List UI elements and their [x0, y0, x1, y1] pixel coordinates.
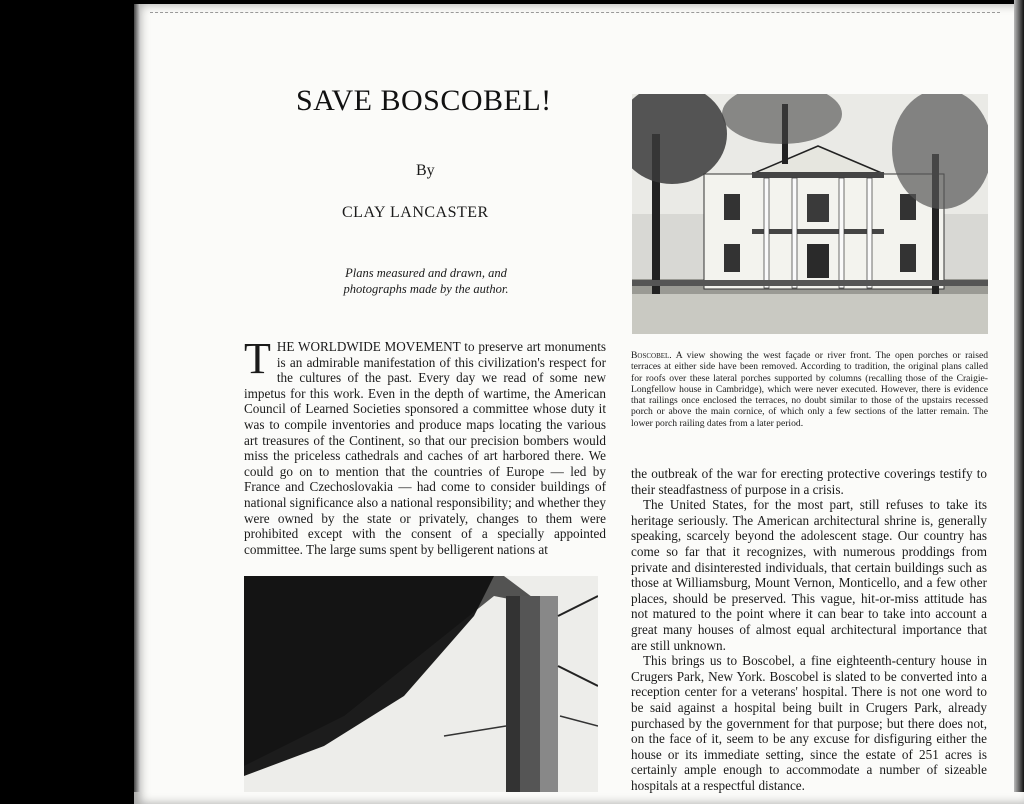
top-rule — [150, 12, 1000, 13]
body-column-right — [631, 466, 987, 793]
house-photo — [632, 94, 988, 334]
paragraph-3: This brings us to Boscobel, a fine eighteenth-century house in Crugers Park, New York. Boscobel is slated to be converted into a reception center for a veterans' hospital. There is not one word to be said against a hospital being built in Crugers Park, already purchased by the government for that purpose; but there does not, on the face of it, seem to be any excuse for disfiguring either the house or its immediate setting, since the estate of 251 acres is certainly ample enough to accommodate a number of sizeable hospitals at a respectful distance. — [631, 653, 987, 793]
book-gutter — [134, 4, 140, 792]
author-name: CLAY LANCASTER — [342, 204, 489, 221]
body-column-left — [244, 334, 606, 557]
column-photo — [244, 576, 598, 792]
caption-text: A view showing the west façade or river front. The open porches or raised terraces at either side have been removed. According to tradition, the original plans called for roofs over these lateral porches supported by columns (recalling those of the Craigie-Longfellow house in Cambridge), which were never executed. However, there is evidence that railings once enclosed the terraces, no doubt similar to those of the upstairs recessed porch or above the main cornice, of which only a few sections of the latter remain. The lower porch railing dates from a later period. — [631, 350, 988, 429]
paragraph-2: The United States, for the most part, still refuses to take its heritage seriously. The American architectural shrine is, generally speaking, scarcely beyond the adolescent stage. Our country has come so far that it recognizes, with numerous proddings from private and disinterested individuals, that certain buildings such as those at Williamsburg, Mount Vernon, Monticello, and a few other places, should be preserved. This vague, hit-or-miss attitude has not matured to the point where it can bear to take into account a great many houses of almost equal architectural importance that are still unknown. — [631, 497, 987, 653]
caption-lead: Boscobel. — [631, 350, 672, 361]
drop-cap: T — [244, 334, 271, 383]
paragraph-1: the outbreak of the war for erecting protective coverings testify to their steadfastness of purpose in a crisis. — [631, 466, 987, 497]
page-right-edge — [1014, 0, 1024, 792]
byline: By — [416, 162, 435, 179]
photo-caption — [631, 350, 988, 429]
photo-credit: Plans measured and drawn, and photographs made by the author. — [343, 266, 509, 296]
body-text-left: HE WORLDWIDE MOVEMENT to preserve art monuments is an admirable manifestation of this civilization's respect for the cultures of the past. Every day we read of some new impetus for this work. Even in the depth of wartime, the American Council of Learned Societies sponsored a committee whose duty it was to compile inventories and produce maps locating the various art treasures of the Continent, so that our precision bombers would miss the priceless cathedrals and caches of art harbored there. We could go on to mention that the countries of Europe — led by France and Czechoslovakia — had come to consider buildings of national significance also a national responsibility; and whether they were owned by the state or privately, changes to them were prohibited except with the consent of a specially appointed committee. The large sums spent by belligerent nations at — [244, 339, 606, 557]
article-title: SAVE BOSCOBEL! — [296, 84, 552, 117]
